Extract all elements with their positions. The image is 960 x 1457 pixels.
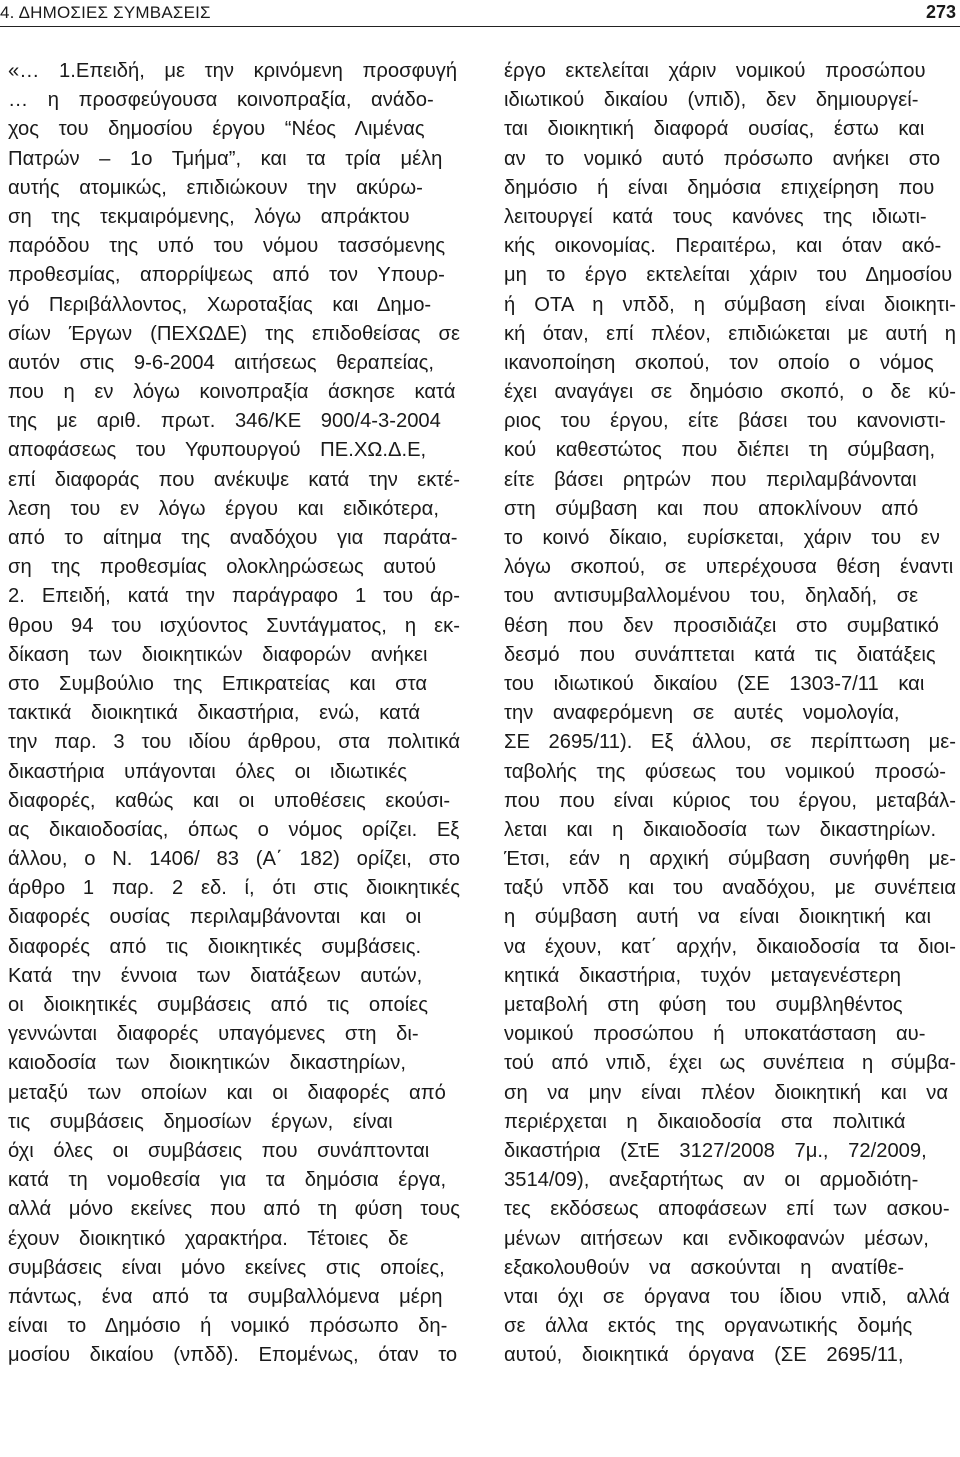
text-line: κητικά δικαστήρια, τυχόν μεταγενέστερη <box>504 964 901 987</box>
text-line: περιέρχεται η δικαιοδοσία στα πολιτικά <box>504 1110 906 1133</box>
text-line: γεννώνται διαφορές υπαγόμενες στη δι- <box>8 1023 419 1046</box>
text-line: τακτικά διοικητικά δικαστήρια, ενώ, κατά <box>8 702 421 725</box>
text-line: Κατά την έννοια των διατάξεων αυτών, <box>8 964 423 987</box>
text-line: είναι το Δημόσιο ή νομικό πρόσωπο δη- <box>8 1315 448 1338</box>
text-line: αυτής ατομικώς, επιδιώκουν την ακύρω- <box>8 176 423 199</box>
text-line: αυτόν στις 9-6-2004 αιτήσεως θεραπείας, <box>8 351 435 374</box>
text-line: δεσμό που συνάπτεται κατά τις διατάξεις <box>504 643 936 666</box>
text-line: από το αίτημα της αναδόχου για παράτα- <box>8 527 458 549</box>
text-line: 3514/09), ανεξαρτήτως αν οι αρμοδιότη- <box>504 1169 919 1192</box>
text-line: έχει αναγάγει σε δημόσιο σκοπό, ο δε κύ- <box>504 381 956 404</box>
text-line: στη σύμβαση και που αποκλίνουν από <box>504 497 919 520</box>
text-line: καιοδοσία των διοικητικών δικαστηρίων, <box>8 1052 406 1075</box>
text-line: λεση του εν λόγω έργου και ειδικότερα, <box>8 497 439 520</box>
text-line: είτε βάσει ρητρών που περιλαμβάνονται <box>504 468 917 491</box>
text-line: του ιδιωτικού δικαίου (ΣΕ 1303-7/11 και <box>504 672 925 695</box>
text-line: που που είναι κύριος του έργου, μεταβάλ- <box>504 789 956 812</box>
text-line: συμβάσεις είναι μόνο εκείνες στις οποίες, <box>8 1256 445 1279</box>
text-line: νομικού προσώπου ή υποκατάσταση αυ- <box>504 1023 926 1046</box>
text-line: θρου 94 του ισχύοντος Συντάγματος, η εκ- <box>8 614 460 637</box>
text-line: το κοινό δίκαιο, ευρίσκεται, χάριν του εν <box>504 527 940 549</box>
text-line: μοσίου δικαίου (νπδδ). Επομένως, όταν το <box>8 1344 458 1367</box>
text-line: τες εκδόσεως αποφάσεων επί των ασκου- <box>504 1198 950 1221</box>
text-line: παρόδου της υπό του νόμου τασσόμενης <box>8 235 446 258</box>
text-line: κού καθεστώτος που διέπει τη σύμβαση, <box>504 439 936 462</box>
text-line: ας δικαιοδοσίας, όπως ο νόμος ορίζει. Εξ <box>8 818 460 841</box>
text-line: μεταξύ των οποίων και οι διαφορές από <box>8 1081 446 1104</box>
text-line: τις συμβάσεις δημοσίων έργων, είναι <box>8 1110 393 1133</box>
text-line: να έχουν, κατ΄ αρχήν, δικαιοδοσία τα διοι- <box>504 935 956 958</box>
text-line: δίκαση των διοικητικών διαφορών ανήκει <box>8 643 428 666</box>
text-line: την αναφερόμενη σε αυτές νομολογία, <box>504 702 900 725</box>
text-line: δικαστήρια υπάγονται όλες οι ιδιωτικές <box>8 760 407 783</box>
text-line: προθεσμίας, απορρίψεως από τον Υπουρ- <box>8 264 445 287</box>
text-line: ικανοποίηση σκοπού, τον οποίο ο νόμος <box>504 351 934 374</box>
text-line: την παρ. 3 του ιδίου άρθρου, στα πολιτικά <box>8 731 460 754</box>
text-line: δικαστήρια (ΣτΕ 3127/2008 7μ., 72/2009, <box>504 1139 927 1162</box>
text-line: της με αριθ. πρωτ. 346/ΚΕ 900/4-3-2004 <box>8 410 441 433</box>
text-line: αυτού, διοικητικά όργανα (ΣΕ 2695/11, <box>504 1344 904 1367</box>
text-line: αποφάσεως του Υφυπουργού ΠΕ.ΧΩ.Δ.Ε, <box>8 439 427 462</box>
text-line: ση της τεκμαιρόμενης, λόγω απράκτου <box>8 205 410 228</box>
text-line: ριος του έργου, είτε βάσει του κανονιστι- <box>504 410 946 433</box>
text-line: έργο εκτελείται χάριν νομικού προσώπου <box>504 60 926 82</box>
text-line: νται όχι σε όργανα του ίδιου νπιδ, αλλά <box>504 1285 950 1308</box>
text-line: η σύμβαση αυτή να είναι διοικητική και <box>504 906 931 929</box>
text-line: οι διοικητικές συμβάσεις από τις οποίες <box>8 994 428 1016</box>
text-line: μένων αιτήσεων και ενδικοφανών μέσων, <box>504 1227 929 1250</box>
text-line: ση της προθεσμίας ολοκληρώσεως αυτού <box>8 556 437 579</box>
text-line: χος του δημοσίου έργου “Νέος Λιμένας <box>8 118 425 141</box>
text-line: μεταβολή στη φύση του συμβληθέντος <box>504 994 903 1016</box>
text-line: γό Περιβάλλοντος, Χωροταξίας και Δημο- <box>8 293 432 316</box>
text-line: σίων Έργων (ΠΕΧΩΔΕ) της επιδοθείσας σε <box>8 322 460 345</box>
text-line: διαφορές από τις διοικητικές συμβάσεις. <box>8 935 422 958</box>
text-line: ιδιωτικού δικαίου (νπιδ), δεν δημιουργεί- <box>504 89 919 112</box>
text-line: ταβολής της φύσεως του νομικού προσώ- <box>504 760 947 783</box>
text-line: επί διαφοράς που ανέκυψε κατά την εκτέ- <box>8 468 460 491</box>
text-line: μη το έργο εκτελείται χάριν του Δημοσίου <box>504 264 953 287</box>
running-header <box>0 0 960 27</box>
text-line: … η προσφεύγουσα κοινοπραξία, ανάδο- <box>8 89 434 112</box>
text-line: άλλου, ο Ν. 1406/ 83 (Α΄ 182) ορίζει, στο <box>8 848 460 871</box>
text-line: λεται και η δικαιοδοσία των δικαστηρίων. <box>504 818 937 841</box>
page-number: 273 <box>925 2 956 22</box>
text-line: λειτουργεί κατά τους κανόνες της ιδιωτι- <box>504 205 927 228</box>
text-line: κατά τη νομοθεσία για τα δημόσια έργα, <box>8 1169 447 1192</box>
text-column-right <box>504 57 956 1370</box>
text-line: διαφορές ουσίας περιλαμβάνονται και οι <box>8 906 422 929</box>
text-line: δημόσιο ή είναι δημόσια επιχείρηση που <box>504 176 935 199</box>
text-line: κή όταν, επί πλέον, επιδιώκεται με αυτή η <box>504 322 956 345</box>
text-line: κής οικονομίας. Περαιτέρω, και όταν ακό- <box>504 235 942 258</box>
text-line: έχουν διοικητικό χαρακτήρα. Τέτοιες δε <box>8 1227 409 1250</box>
text-line: λόγω σκοπού, σε υπερέχουσα θέση έναντι <box>504 556 954 579</box>
text-line: ται διοικητική διαφορά ουσίας, έστω και <box>504 118 925 141</box>
text-line: διαφορές, καθώς και οι υποθέσεις εκούσι- <box>8 789 451 812</box>
text-line: που η εν λόγω κοινοπραξία άσκησε κατά <box>8 381 456 404</box>
text-line: στο Συμβούλιο της Επικρατείας και στα <box>8 672 427 695</box>
text-line: 2. Επειδή, κατά την παράγραφο 1 του άρ- <box>8 585 460 608</box>
text-line: ση να μην είναι πλέον διοικητική και να <box>504 1081 949 1104</box>
text-line: του αντισυμβαλλομένου του, δηλαδή, σε <box>504 585 919 608</box>
text-line: άρθρο 1 παρ. 2 εδ. ί, ότι στις διοικητικές <box>8 877 460 900</box>
text-line: αν το νομικό αυτό πρόσωπο ανήκει στο <box>504 147 941 170</box>
text-line: «… 1.Επειδή, με την κρινόμενη προσφυγή <box>8 60 458 82</box>
section-title: 4. ΔΗΜΟΣΙΕΣ ΣΥΜΒΑΣΕΙΣ <box>0 3 211 22</box>
text-line: Έτσι, εάν η αρχική σύμβαση συνήφθη με- <box>504 848 956 871</box>
text-line: ή ΟΤΑ η νπδδ, η σύμβαση είναι διοικητι- <box>504 293 956 316</box>
text-line: αλλά μόνο εκείνες που από τη φύση τους <box>8 1198 460 1221</box>
text-column-left <box>8 57 460 1370</box>
text-line: θέση που δεν προσιδιάζει στο συμβατικό <box>504 614 939 637</box>
text-line: όχι όλες οι συμβάσεις που συνάπτονται <box>8 1139 430 1162</box>
text-line: Πατρών – 1ο Τμήμα”, και τα τρία μέλη <box>8 147 443 170</box>
text-line: ΣΕ 2695/11). Εξ άλλου, σε περίπτωση με- <box>504 731 956 754</box>
text-line: σε άλλα εκτός της οργανωτικής δομής <box>504 1315 913 1338</box>
text-line: ταξύ νπδδ και του αναδόχου, με συνέπεια <box>504 877 956 900</box>
text-line: τού από νπιδ, έχει ως συνέπεια η σύμβα- <box>504 1052 956 1075</box>
text-line: εξακολουθούν να ασκούνται η ανατίθε- <box>504 1256 904 1279</box>
text-line: πάντως, ένα από τα συμβαλλόμενα μέρη <box>8 1285 443 1308</box>
